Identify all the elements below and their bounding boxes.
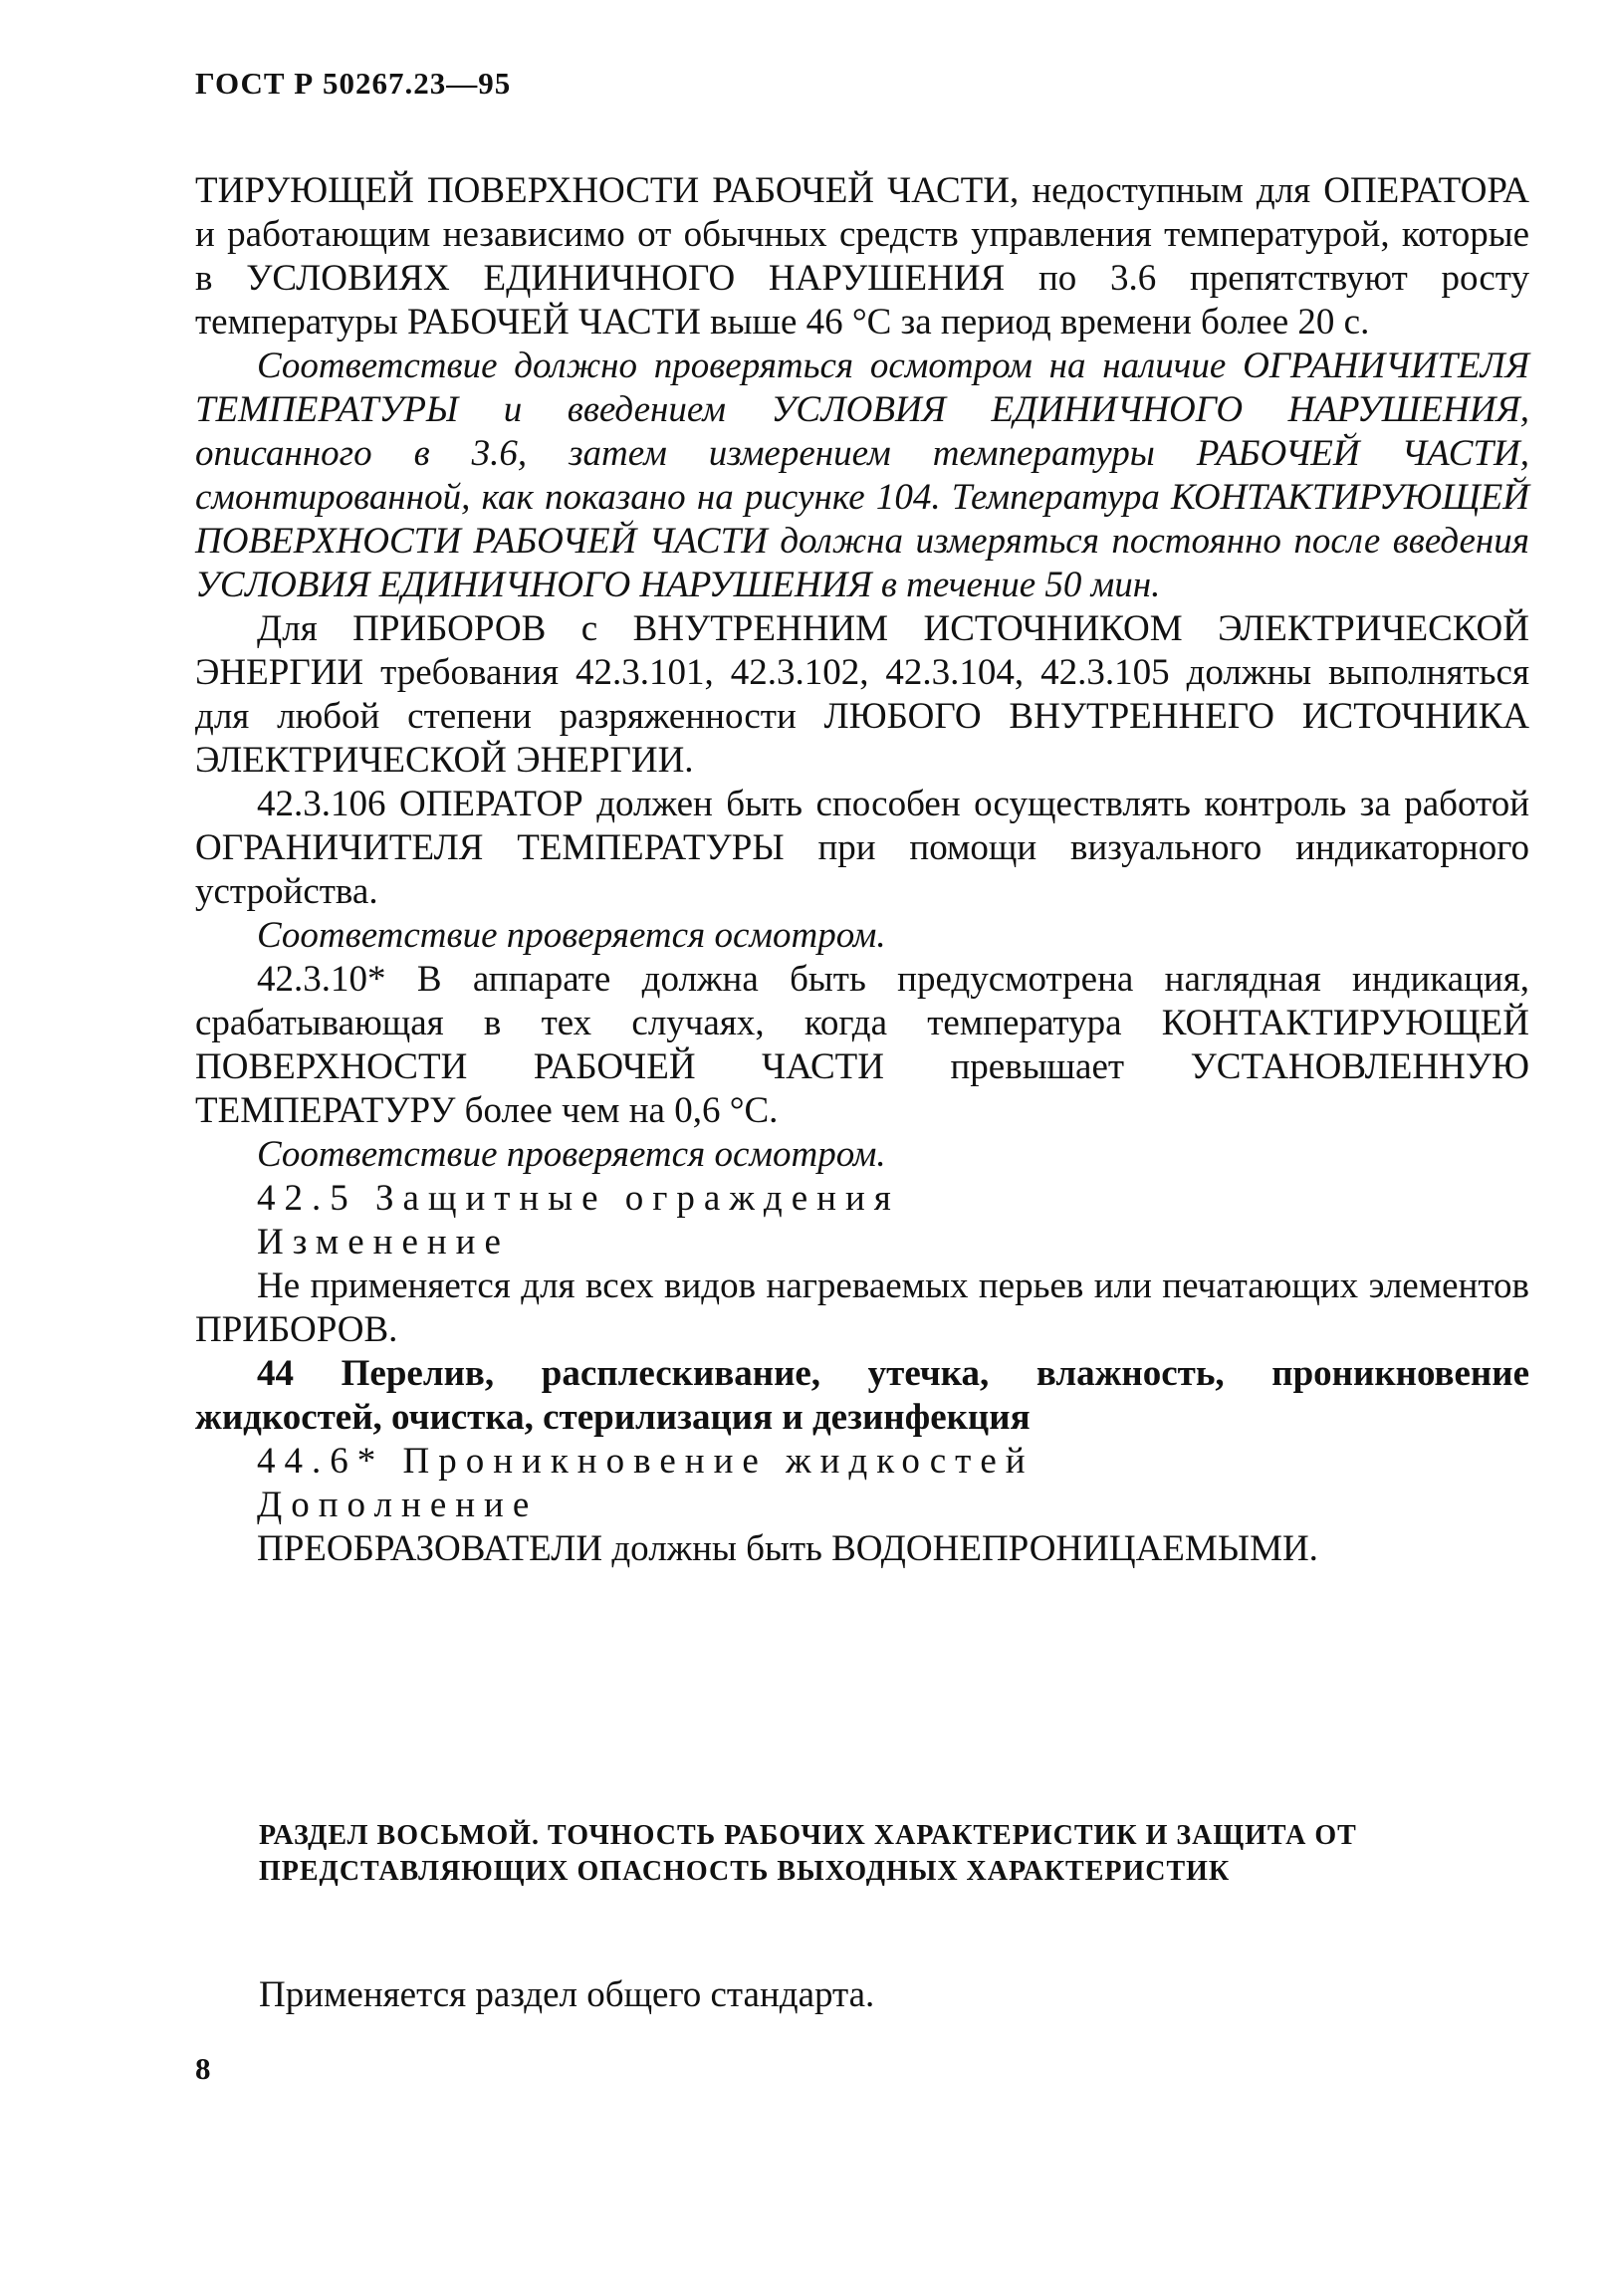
section-eight-note: Применяется раздел общего стандарта.: [259, 1974, 875, 2015]
page-number: 8: [195, 2051, 211, 2086]
compliance-note: Соответствие проверяется осмотром.: [257, 1134, 886, 1175]
compliance-note: Соответствие проверяется осмотром.: [257, 915, 886, 956]
paragraph-compliance-check: Соответствие должно проверяться осмотром на наличие ОГРАНИЧИТЕЛЯ ТЕМПЕРАТУРЫ и введением УСЛОВИЯ ЕДИНИЧНОГО НАРУШЕНИЯ, описанного в 3.6, затем измерением температуры РАБОЧЕЙ ЧАСТИ, смонтированной, как показано на рисунке 104. Температура КОНТАКТИРУЮЩЕЙ ПОВЕРХНОСТИ РАБОЧЕЙ ЧАСТИ должна измеряться постоянно после введения УСЛОВИЯ ЕДИНИЧНОГО НАРУШЕНИЯ в течение 50 мин.: [195, 345, 1529, 605]
clause-42-3-106: 42.3.106 ОПЕРАТОР должен быть способен осуществлять контроль за работой ОГРАНИЧИТЕЛЯ ТЕМПЕРАТУРЫ при помощи визуального индикаторного устройства.: [195, 784, 1529, 912]
addition-label: Дополнение: [257, 1485, 539, 1525]
document-header: ГОСТ Р 50267.23—95: [195, 66, 512, 101]
section-eight-title: РАЗДЕЛ ВОСЬМОЙ. ТОЧНОСТЬ РАБОЧИХ ХАРАКТЕРИСТИК И ЗАЩИТА ОТ ПРЕДСТАВЛЯЮЩИХ ОПАСНОСТЬ ВЫХОДНЫХ ХАРАКТЕРИСТИК: [259, 1820, 1357, 1887]
paragraph-internal-source: Для ПРИБОРОВ с ВНУТРЕННИМ ИСТОЧНИКОМ ЭЛЕКТРИЧЕСКОЙ ЭНЕРГИИ требования 42.3.101, 42.3.102, 42.3.104, 42.3.105 должны выполняться для любой степени разряженности ЛЮБОГО ВНУТРЕННЕГО ИСТОЧНИКА ЭЛЕКТРИЧЕСКОЙ ЭНЕРГИИ.: [195, 608, 1529, 781]
clause-42-3-10: 42.3.10* В аппарате должна быть предусмотрена наглядная индикация, срабатывающая в тех случаях, когда температура КОНТАКТИРУЮЩЕЙ ПОВЕРХНОСТИ РАБОЧЕЙ ЧАСТИ превышает УСТАНОВЛЕННУЮ ТЕМПЕРАТУРУ более чем на 0,6 °С.: [195, 959, 1529, 1131]
paragraph-not-applied: Не применяется для всех видов нагреваемых перьев или печатающих элементов ПРИБОРОВ.: [195, 1265, 1529, 1350]
clause-42-5-heading: 42.5 Защитные ограждения: [257, 1178, 900, 1219]
clause-44-heading: 44 Перелив, расплескивание, утечка, влажность, проникновение жидкостей, очистка, стерилизация и дезинфекция: [195, 1353, 1529, 1438]
body-text: [195, 169, 1529, 1571]
paragraph-transducers: ПРЕОБРАЗОВАТЕЛИ должны быть ВОДОНЕПРОНИЦАЕМЫМИ.: [257, 1528, 1318, 1569]
change-label: Изменение: [257, 1222, 510, 1263]
paragraph-continuation: ТИРУЮЩЕЙ ПОВЕРХНОСТИ РАБОЧЕЙ ЧАСТИ, недоступным для ОПЕРАТОРА и работающим независимо от обычных средств управления температурой, которые в УСЛОВИЯХ ЕДИНИЧНОГО НАРУШЕНИЯ по 3.6 препятствуют росту температуры РАБОЧЕЙ ЧАСТИ выше 46 °С за период времени более 20 с.: [195, 170, 1529, 343]
clause-44-6-heading: 44.6* Проникновение жидкостей: [257, 1441, 1035, 1482]
